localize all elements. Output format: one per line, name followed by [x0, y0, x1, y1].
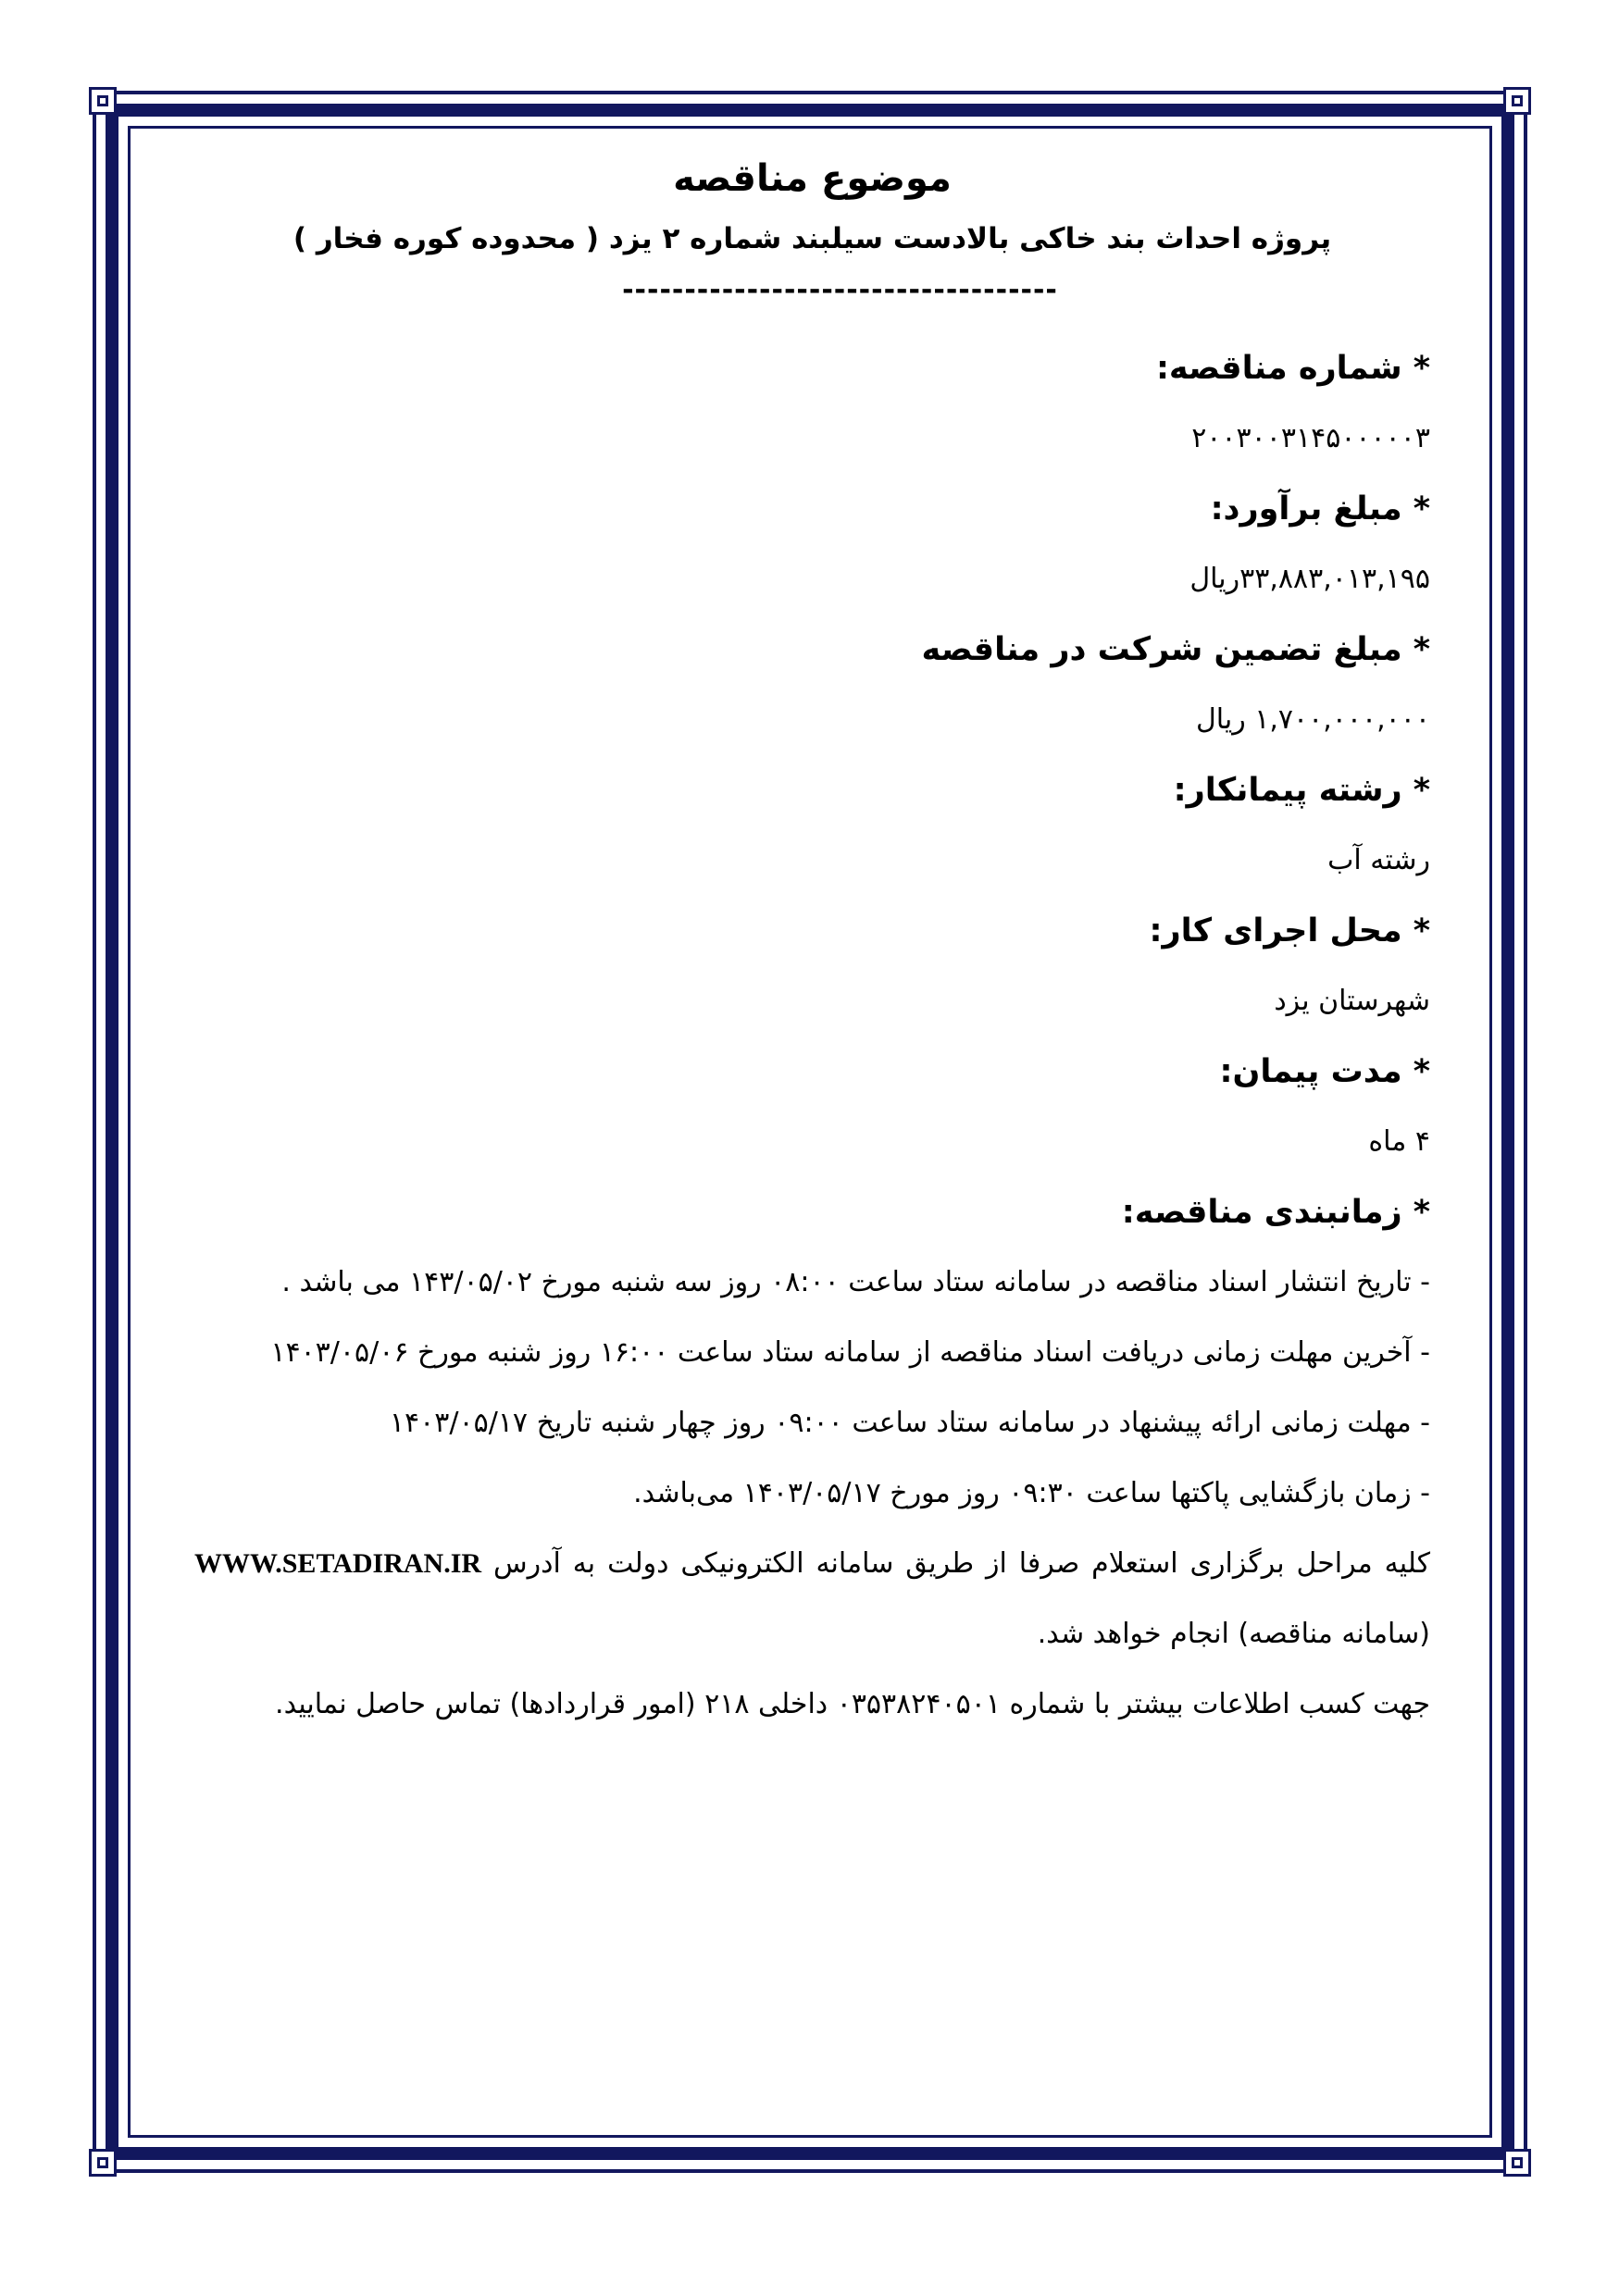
- frame-corner-ornament: [1503, 87, 1531, 115]
- work-location-value: شهرستان یزد: [1274, 985, 1430, 1017]
- asterisk-icon: *: [1413, 912, 1430, 949]
- schedule-item: - تاریخ انتشار اسناد مناقصه در سامانه ستاد ساعت ۰۸:۰۰ روز سه شنبه مورخ ۱۴۳/۰۵/۰۲ می باشد .: [281, 1266, 1430, 1298]
- contract-duration-value: ۴ ماه: [1368, 1125, 1430, 1158]
- schedule-item: - زمان بازگشایی پاکتها ساعت ۰۹:۳۰ روز مورخ ۱۴۰۳/۰۵/۱۷ می‌باشد.: [633, 1477, 1430, 1509]
- asterisk-icon: *: [1413, 772, 1430, 809]
- frame-corner-ornament: [89, 87, 117, 115]
- asterisk-icon: *: [1413, 1053, 1430, 1090]
- guarantee-amount-heading: *مبلغ تضمین شرکت در مناقصه: [194, 614, 1430, 685]
- estimate-amount-value: ۳۳,۸۸۳,۰۱۳,۱۹۵ریال: [1189, 563, 1430, 595]
- guarantee-amount-value: ۱,۷۰۰,۰۰۰,۰۰۰ ریال: [1195, 703, 1430, 736]
- separator-line: -----------------------------------: [622, 274, 1058, 306]
- page-title: موضوع مناقصه: [673, 157, 952, 200]
- frame-corner-ornament: [1503, 2149, 1531, 2177]
- asterisk-icon: *: [1413, 350, 1430, 387]
- website-url[interactable]: WWW.SETADIRAN.IR: [194, 1548, 482, 1579]
- schedule-heading: *زمانبندی مناقصه:: [194, 1177, 1430, 1247]
- contractor-field-heading: *رشته پیمانکار:: [194, 755, 1430, 825]
- asterisk-icon: *: [1413, 490, 1430, 527]
- contractor-field-value: رشته آب: [1327, 844, 1430, 876]
- work-location-heading: *محل اجرای کار:: [194, 896, 1430, 966]
- asterisk-icon: *: [1413, 631, 1430, 668]
- website-note: کلیه مراحل برگزاری استعلام صرفا از طریق سامانه الکترونیکی دولت به آدرس WWW.SETADIRAN.IR (سامانه مناقصه) انجام خواهد شد.: [194, 1547, 1430, 1650]
- contact-note: جهت کسب اطلاعات بیشتر با شماره ۰۳۵۳۸۲۴۰۵۰۱ داخلی ۲۱۸ (امور قراردادها) تماس حاصل نمایید.: [275, 1688, 1430, 1720]
- tender-number-value: ۲۰۰۳۰۰۳۱۴۵۰۰۰۰۰۳: [1191, 422, 1430, 454]
- project-subtitle: پروژه احداث بند خاکی بالادست سیلبند شماره ۲ یزد ( محدوده کوره فخار ): [293, 222, 1332, 255]
- contract-duration-heading: *مدت پیمان:: [194, 1036, 1430, 1107]
- schedule-item: - مهلت زمانی ارائه پیشنهاد در سامانه ستاد ساعت ۰۹:۰۰ روز چهار شنبه تاریخ ۱۴۰۳/۰۵/۱۷: [389, 1407, 1430, 1439]
- tender-number-heading: *شماره مناقصه:: [194, 333, 1430, 403]
- schedule-item: - آخرین مهلت زمانی دریافت اسناد مناقصه از سامانه ستاد ساعت ۱۶:۰۰ روز شنبه مورخ ۱۴۰۳/۰۵/۰۶: [270, 1336, 1430, 1369]
- asterisk-icon: *: [1413, 1194, 1430, 1231]
- document-body: [194, 148, 1430, 1740]
- frame-corner-ornament: [89, 2149, 117, 2177]
- estimate-amount-heading: *مبلغ برآورد:: [194, 474, 1430, 544]
